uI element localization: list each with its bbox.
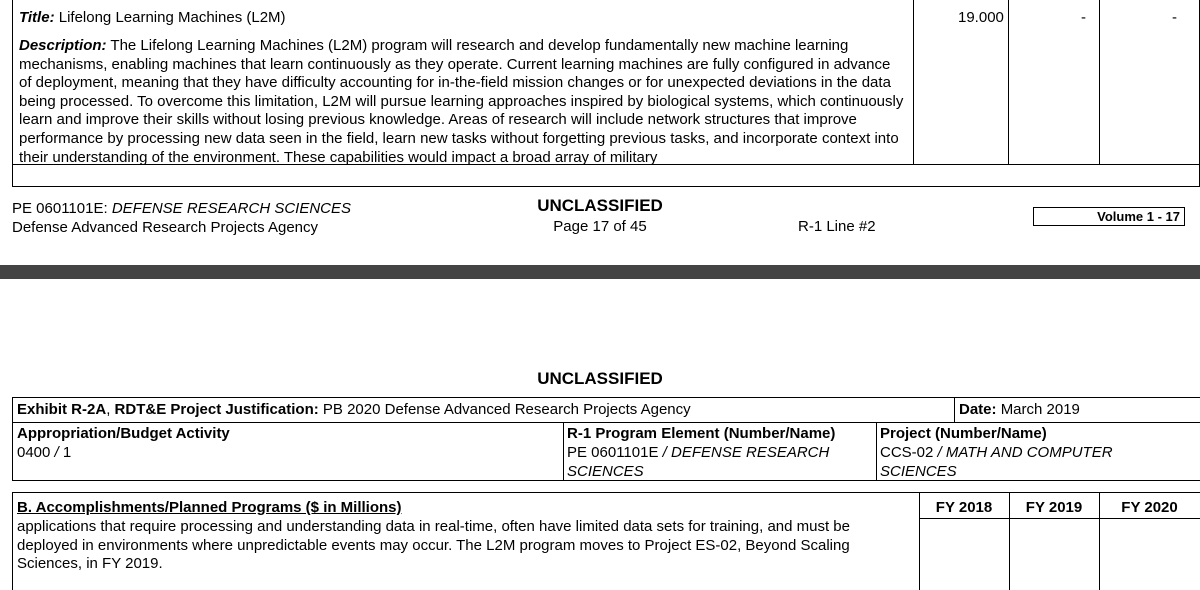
section-b-text: applications that require processing and understanding data in real-time, often have limited data sets for training, and must be deployed in environments where unpredictable events may occur. The L2M program moves to Project ES-02, Beyond Scaling Sciences, in FY 2019. bbox=[17, 518, 850, 572]
fy2020-value: - bbox=[1172, 9, 1177, 26]
program-info-row bbox=[12, 422, 1200, 481]
footer-center bbox=[500, 196, 700, 235]
project-sep: / bbox=[937, 444, 942, 461]
page2-classification: UNCLASSIFIED bbox=[537, 369, 663, 388]
date-cell bbox=[959, 400, 1080, 419]
appropriation-label: Appropriation/Budget Activity bbox=[17, 425, 230, 442]
appropriation-prefix: 0400 bbox=[17, 444, 51, 461]
fy2018-header: FY 2018 bbox=[935, 499, 993, 516]
program-element-sep: / bbox=[662, 444, 667, 461]
program-element-name-1: DEFENSE RESEARCH bbox=[670, 444, 830, 461]
footer-pe-name: DEFENSE RESEARCH SCIENCES bbox=[111, 200, 352, 217]
exhibit-sep: , bbox=[106, 401, 115, 418]
program-element-num: PE 0601101E bbox=[567, 444, 659, 461]
exhibit-label: Exhibit R-2A bbox=[17, 401, 107, 418]
column-divider bbox=[1099, 0, 1100, 164]
project-name-1: MATH AND COMPUTER bbox=[945, 444, 1113, 461]
footer-classification: UNCLASSIFIED bbox=[537, 196, 663, 215]
exhibit-rest: PB 2020 Defense Advanced Research Projects Agency bbox=[322, 401, 691, 418]
appropriation-sep: / bbox=[54, 444, 59, 461]
fy2018-value: 19.000 bbox=[958, 9, 1004, 26]
footer-pe-prefix: PE 0601101E: bbox=[12, 200, 108, 217]
project-name-2: SCIENCES bbox=[880, 463, 957, 480]
project-label: Project (Number/Name) bbox=[880, 425, 1047, 442]
info-divider bbox=[876, 423, 877, 480]
exhibit-rdte: RDT&E Project Justification: bbox=[114, 401, 319, 418]
column-divider bbox=[1008, 0, 1009, 164]
exhibit-divider bbox=[954, 398, 955, 423]
project-cell bbox=[880, 424, 1113, 481]
project-num: CCS-02 bbox=[880, 444, 934, 461]
date-label: Date: bbox=[959, 401, 997, 418]
footer-page: Page 17 of 45 bbox=[553, 218, 647, 235]
footer-volume-box: Volume 1 - 17 bbox=[1033, 207, 1185, 226]
appropriation-cell bbox=[17, 424, 230, 462]
fy-header-underline bbox=[919, 518, 1200, 519]
fy2019-header: FY 2019 bbox=[1025, 499, 1083, 516]
appropriation-num: 1 bbox=[62, 444, 72, 461]
title-value: Lifelong Learning Machines (L2M) bbox=[58, 9, 286, 26]
exhibit-title bbox=[17, 400, 691, 419]
program-element-label: R-1 Program Element (Number/Name) bbox=[567, 425, 836, 442]
page-break-divider bbox=[0, 265, 1200, 279]
date-value: March 2019 bbox=[1000, 401, 1080, 418]
fy2020-header: FY 2020 bbox=[1121, 499, 1178, 516]
column-divider bbox=[913, 0, 914, 164]
footer-r1-line: R-1 Line #2 bbox=[798, 218, 876, 235]
section-b-table bbox=[12, 492, 1200, 590]
info-divider bbox=[563, 423, 564, 480]
program-title bbox=[19, 9, 286, 26]
title-label: Title: bbox=[19, 9, 55, 26]
top-accomplishment-table bbox=[12, 0, 1200, 187]
section-b-title: B. Accomplishments/Planned Programs ($ in Millions) bbox=[17, 499, 402, 516]
description-label: Description: bbox=[19, 37, 107, 54]
program-description bbox=[19, 37, 904, 167]
program-element-name-2: SCIENCES bbox=[567, 463, 644, 480]
description-text: The Lifelong Learning Machines (L2M) program will research and develop fundamentally new machine learning mechanisms, enabling machines that learn continuously as they operate. Current learning machines are fully configured in advance of deployment, meaning that they have difficulty accounting for in-the-field mission changes or for unexpected deviations in the data being processed. To overcome this limitation, L2M will pursue learning approaches inspired by biological systems, which continuously learn and improve their skills without losing previous knowledge. Areas of research will include network structures that improve performance by processing new data seen in the field, learn new tasks without forgetting previous tasks, and incorporate context into their understanding of the environment. These capabilities would impact a broad array of military bbox=[19, 37, 904, 166]
exhibit-header-row bbox=[12, 397, 1200, 423]
footer-agency: Defense Advanced Research Projects Agency bbox=[12, 219, 319, 236]
footer-left bbox=[12, 199, 351, 237]
program-element-cell bbox=[567, 424, 835, 481]
fy2019-value: - bbox=[1081, 9, 1086, 26]
